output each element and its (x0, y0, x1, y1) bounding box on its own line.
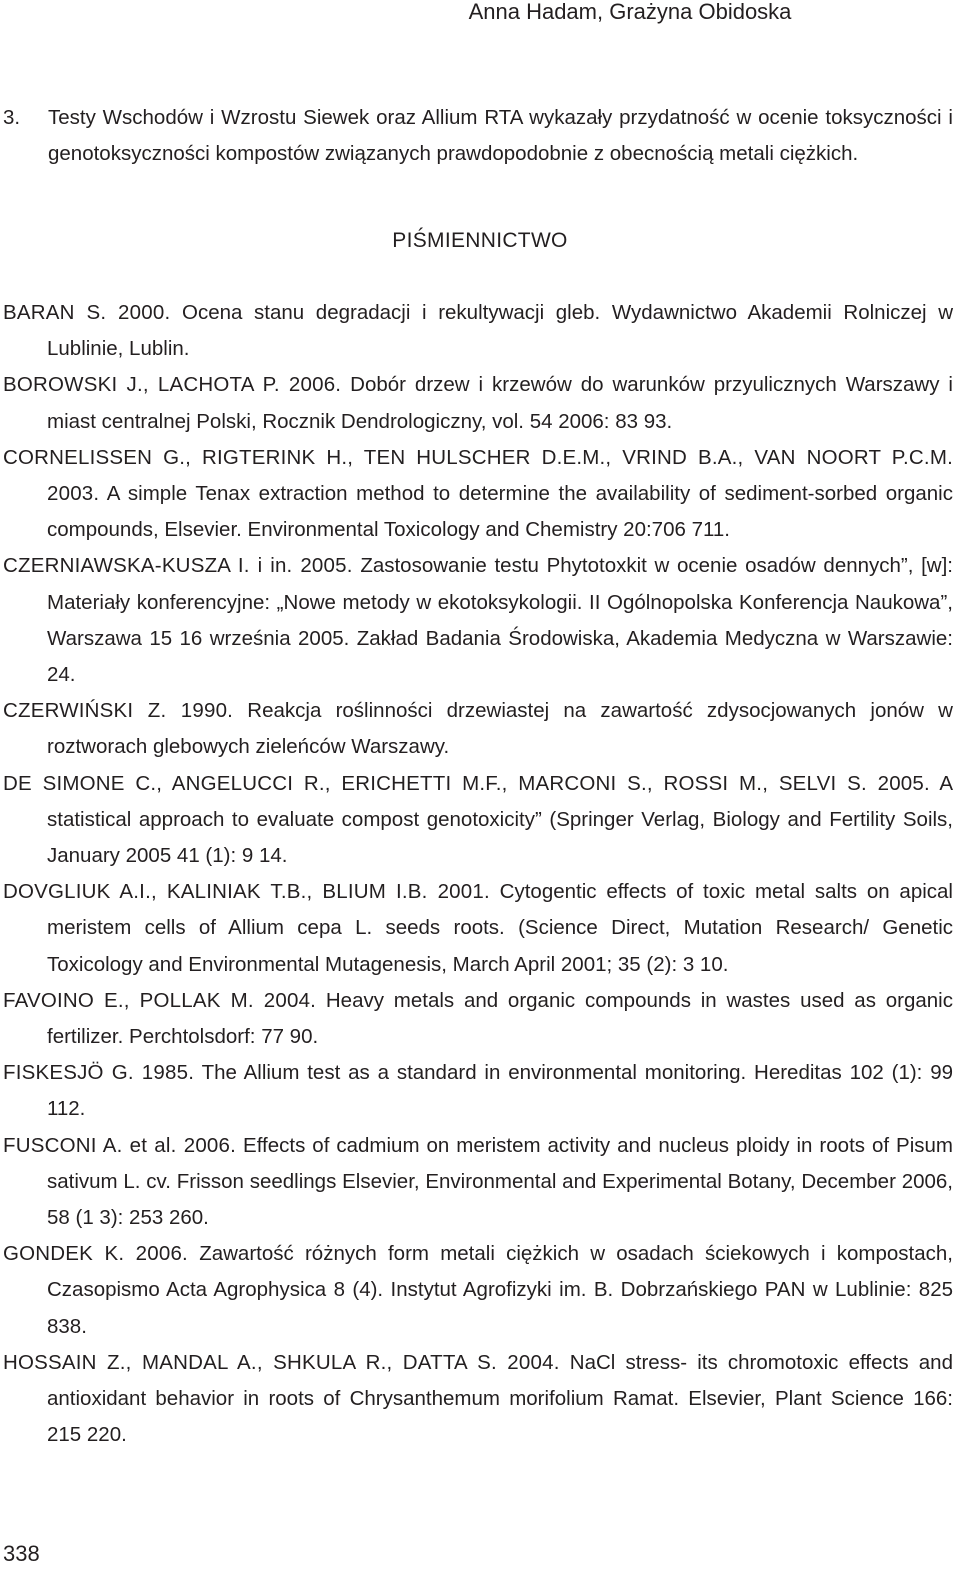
reference-item (3, 1236, 953, 1345)
reference-authors: CZERWIŃSKI Z. 1990. (3, 699, 234, 723)
section-title: PIŚMIENNICTWO (392, 229, 568, 252)
reference-list (3, 295, 953, 1454)
reference-text: Zastosowanie testu Phytotoxkit w ocenie osadów dennych”, [w]: Materiały konferencyjne: „Nowe metody w ekotoksykologii. II Ogólnopolska Konferencja Naukowa”, Warszawa 15 16 września 2005. Zakład Badania Środowiska, Akademia Medyczna w Warszawie: 24. (47, 554, 954, 687)
reference-authors: HOSSAIN Z., MANDAL A., SHKULA R., DATTA S. 2004. (3, 1350, 560, 1374)
reference-text: Dobór drzew i krzewów do warunków przyulicznych Warszawy i miast centralnej Polski, Rocznik Dendrologiczny, vol. 54 2006: 83 93. (47, 373, 953, 433)
reference-authors: FUSCONI A. et al. 2006. (3, 1133, 237, 1157)
reference-authors: BOROWSKI J., LACHOTA P. 2006. (3, 373, 342, 397)
reference-authors: GONDEK K. 2006. (3, 1242, 188, 1266)
reference-text: A statistical approach to evaluate compost genotoxicity” (Springer Verlag, Biology and Fertility Soils, January 2005 41 (1): 9 14. (47, 771, 953, 868)
reference-item (3, 1128, 953, 1237)
reference-authors: BARAN S. 2000. (3, 301, 171, 324)
reference-text: The Allium test as a standard in environmental monitoring. Hereditas 102 (1): 99 112. (47, 1061, 954, 1121)
reference-item (3, 1055, 953, 1127)
running-head-text: Anna Hadam, Grażyna Obidoska (468, 0, 792, 24)
reference-text: Ocena stanu degradacji i rekultywacji gleb. Wydawnictwo Akademii Rolniczej w Lublinie, Lublin. (47, 301, 954, 361)
reference-text: Effects of cadmium on meristem activity and nucleus ploidy in roots of Pisum sativum L. cv. Frisson seedlings Elsevier, Environmental and Experimental Botany, December 2006, 58 (1 3): 253 260. (47, 1133, 954, 1230)
running-head (0, 0, 960, 24)
reference-authors: DE SIMONE C., ANGELUCCI R., ERICHETTI M.F., MARCONI S., ROSSI M., SELVI S. 2005. (3, 771, 930, 795)
reference-item (3, 548, 953, 693)
reference-text: A simple Tenax extraction method to determine the availability of sediment-sorbed organic compounds, Elsevier. Environmental Toxicology and Chemistry 20:706 711. (47, 482, 953, 542)
reference-item (3, 693, 953, 765)
conclusion-item (3, 100, 953, 173)
reference-item (3, 295, 953, 367)
reference-text: Zawartość różnych form metali ciężkich w osadach ściekowych i kompostach, Czasopismo Acta Agrophysica 8 (4). Instytut Agrofizyki im. B. Dobrzańskiego PAN w Lublinie: 825 838. (47, 1242, 954, 1338)
reference-authors: FISKESJÖ G. 1985. (3, 1061, 195, 1085)
reference-text: Reakcja roślinności drzewiastej na zawartość zdysocjowanych jonów w roztworach glebowych zieleńców Warszawy. (47, 699, 953, 759)
reference-authors: CORNELISSEN G., RIGTERINK H., TEN HULSCHER D.E.M., VRIND B.A., VAN NOORT P.C.M. 2003. (3, 445, 953, 506)
reference-authors: DOVGLIUK A.I., KALINIAK T.B., BLIUM I.B. 2001. (3, 880, 490, 904)
page-number: 338 (3, 1541, 40, 1566)
reference-text: Heavy metals and organic compounds in wastes used as organic fertilizer. Perchtolsdorf: 77 90. (47, 988, 953, 1049)
reference-item (3, 367, 953, 439)
conclusion-text: Testy Wschodów i Wzrostu Siewek oraz Allium RTA wykazały przydatność w ocenie toksyczności i genotoksyczności kompostów związanych prawdopodobnie z obecnością metali ciężkich. (48, 105, 953, 165)
reference-item (3, 766, 953, 875)
reference-authors: CZERNIAWSKA-KUSZA I. i in. 2005. (3, 554, 353, 578)
reference-item (3, 440, 953, 549)
conclusion-number: 3. (3, 105, 21, 129)
reference-authors: FAVOINO E., POLLAK M. 2004. (3, 988, 317, 1012)
reference-text: NaCl stress- its chromotoxic effects and antioxidant behavior in roots of Chrysanthemum morifolium Ramat. Elsevier, Plant Science 166: 215 220. (47, 1350, 953, 1447)
reference-text: Cytogentic effects of toxic metal salts on apical meristem cells of Allium cepa L. seeds roots. (Science Direct, Mutation Research/ Genetic Toxicology and Environmental Mutagenesis, March April 2001; 35 (2): 3 10. (47, 880, 953, 976)
reference-item (3, 983, 953, 1055)
reference-item (3, 1345, 953, 1454)
reference-item (3, 874, 953, 983)
